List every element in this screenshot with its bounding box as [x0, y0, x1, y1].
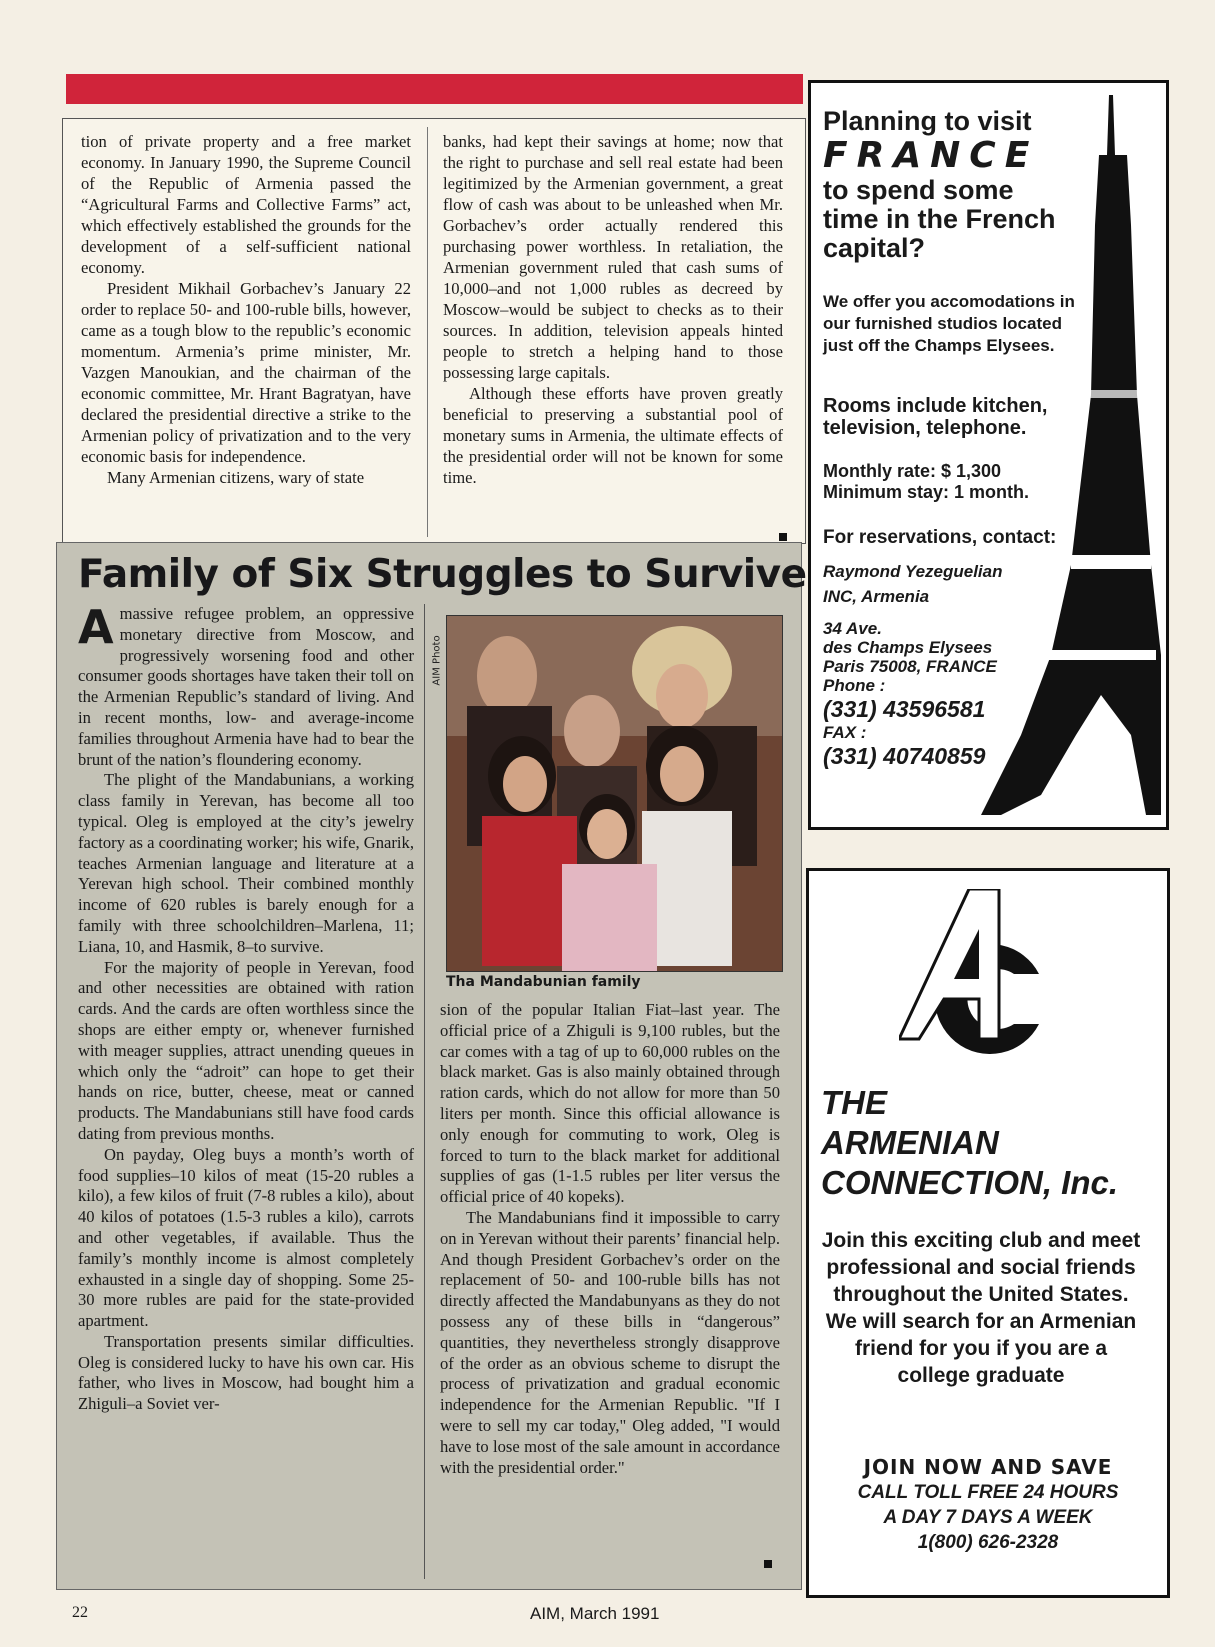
ad-call-to-action: JOIN NOW AND SAVE CALL TOLL FREE 24 HOURS A DAY 7 DAYS A WEEK 1(800) 626-2328 [857, 1455, 1119, 1553]
ad-pitch: Join this exciting club and meet professional and social friends throughout the United States. We will search for an Armenian friend for you if you are a college graduate [821, 1229, 1141, 1387]
story-headline: Family of Six Struggles to Survive [78, 552, 807, 597]
column-divider [424, 604, 425, 1579]
paragraph: President Mikhail Gorbachev’s January 22 order to replace 50- and 100-ruble bills, however, came as a tough blow to the republic’s economic momentum. Armenia’s prime minister, Mr. Vazgen Manoukian, and the chairman of the economic committee, Mr. Hrant Bagratyan, have declared the presidential directive a strike to the Armenian policy of privatization and to the very economic basis for independence. [81, 279, 411, 466]
photo-caption: Tha Mandabunian family [446, 974, 641, 990]
paragraph: The Mandabunians find it impossible to carry on in Yerevan without their parents’ financial help. And though President Gorbachev’s order on the replacement of 50- and 100-ruble bills has not directly affected the Mandabunyans as they do not possess any of these bills in “dangerous” quantities, they nevertheless strongly disapprove of the order as an obvious scheme to disrupt the process of privatization and gradual economic independence for the Armenian Republic. "If I were to sell my car today," Oleg added, "I would have to lose most of the sale amount in accordance with the presidential order." [440, 1207, 780, 1477]
page-number: 22 [72, 1604, 88, 1621]
paragraph: Although these efforts have proven greatly beneficial to preserving a substantial pool of monetary sums in Armenia, the ultimate effects of the presidential order will not be known for some time. [443, 384, 783, 487]
publication-footer: AIM, March 1991 [530, 1604, 660, 1623]
photo-credit: AIM Photo [431, 635, 443, 686]
drop-cap: A [78, 600, 114, 654]
ad-rates: Monthly rate: $ 1,300 Minimum stay: 1 month. [823, 461, 1030, 502]
ac-logo-icon [899, 889, 1079, 1069]
ad-country: FRANCE [823, 135, 1039, 176]
paragraph: The plight of the Mandabunians, a working class family in Yerevan, has become all too typical. Oleg is employed at the city’s jewelry factory as a coordinating worker; his wife, Gnarik, teaches Armenian language and literature at a Yerevan high school. Their combined monthly income of 620 rubles is barely enough for a family with three schoolchildren–Marlena, 11; Liana, 10, and Hasmik, 8–to survive. [78, 770, 414, 956]
article-continued [62, 118, 806, 544]
column-divider [427, 127, 428, 537]
paragraph: sion of the popular Italian Fiat–last year. The official price of a Zhiguli is 9,100 rubles, but the car comes with a tag of up to 60,000 rubles on the black market. Gas is also mainly obtained through ration cards, which do not allow for more than 50 liters per month. Since this official allowance is only enough for commuting to work, Oleg is forced to turn to the black market for additional supplies of gas (1-1.5 rubles per liter versus the official price of 40 kopeks). [440, 1000, 780, 1207]
section-color-bar [66, 74, 803, 104]
armenian-connection-ad [806, 868, 1170, 1598]
story-column-1 [78, 600, 414, 1415]
ad-headline: Planning to visit FRANCE to spend some time in the French capital? [823, 107, 1063, 263]
ad-contact-label: For reservations, contact: [823, 527, 1057, 548]
ad-offer: We offer you accomodations in our furnished studios located just off the Champs Elysees. [823, 292, 1075, 355]
ad-rooms: Rooms include kitchen, television, telephone. [823, 395, 1048, 439]
article-column-2 [443, 131, 783, 488]
paragraph: tion of private property and a free market economy. In January 1990, the Supreme Council of the Republic of Armenia passed the “Agricultural Farms and Collective Farms” act, which effectively established the grounds for the development of a self-sufficient national economy. [81, 132, 411, 277]
paragraph: For the majority of people in Yerevan, food and other necessities are obtained with ration cards. And the cards are often worthless since the shops are either empty or, whenever furnished with meager supplies, attract unending queues in which only the “adroit” can hope to get their hands on rice, butter, cheese, meat or canned products. The Mandabunians still have food cards dating from previous months. [78, 957, 414, 1143]
paragraph: banks, had kept their savings at home; now that the right to purchase and sell real estate had been legitimized by the Armenian government, a great flow of cash was about to be unleashed when Mr. Gorbachev’s order actually rendered this purchasing power worthless. In retaliation, the Armenian government ruled that cash sums of 10,000–and not 1,000 rubles as decreed by Moscow–would be subject to checks as to their sources. In addition, television appeals hinted people to stretch a helping hand to those possessing large capitals. [443, 132, 783, 382]
paragraph: Many Armenian citizens, wary of state [107, 468, 365, 487]
family-photo [446, 615, 783, 972]
family-photo-illustration [447, 616, 782, 971]
france-ad [808, 80, 1169, 830]
paragraph: On payday, Oleg buys a month’s worth of food supplies–10 kilos of meat (15-20 rubles a kilo), a few kilos of fruit (7-8 rubles a kilo), about 40 kilos of potatoes (1.5-3 rubles a kilo), carrots and other vegetables, if available. Thus the family’s monthly income is almost completely exhausted in a single day of shopping. Some 25-30 more rubles are paid for the state-provided apartment. [78, 1144, 414, 1331]
ad-company-name: THE ARMENIAN CONNECTION, Inc. [821, 1084, 1119, 1201]
article-column-1 [81, 131, 411, 488]
end-mark [779, 533, 787, 541]
paragraph: massive refugee problem, an oppressive monetary directive from Moscow, and progressively worsening food and other consumer goods shortages have taken their toll on the Armenian Republic’s standard of living. And in recent months, low- and average-income families throughout Armenia have had to bear the brunt of the nation’s floundering economy. [78, 604, 414, 769]
ad-address: 34 Ave. des Champs Elysees Paris 75008, FRANCE Phone : (331) 43596581 FAX : (331) 40740859 [823, 619, 997, 769]
end-mark [764, 1560, 772, 1568]
paragraph: Transportation presents similar difficulties. Oleg is considered lucky to have his own car. His father, who lives in Moscow, had bought him a Zhiguli–a Soviet ver- [78, 1331, 414, 1414]
story-column-2 [440, 1000, 780, 1478]
ad-contact: Raymond Yezeguelian INC, Armenia [823, 562, 1003, 606]
